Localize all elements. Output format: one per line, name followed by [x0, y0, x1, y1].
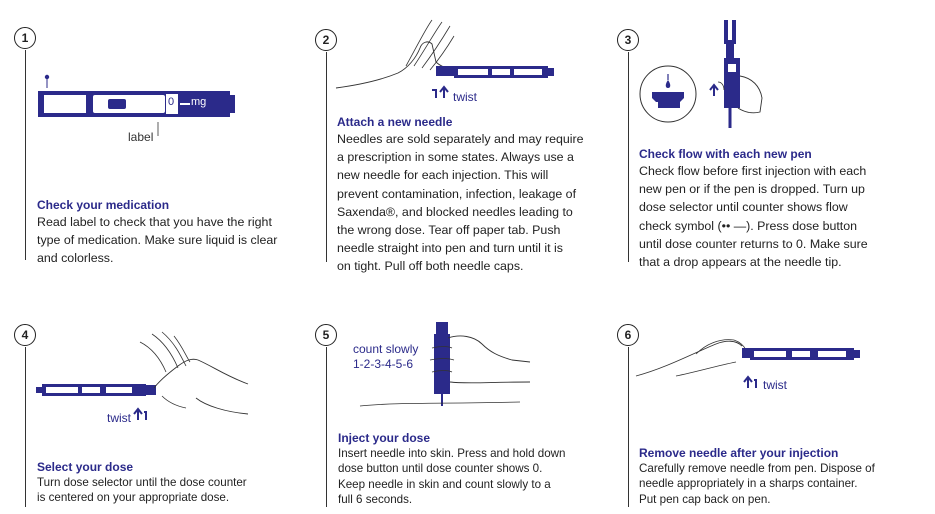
label-callout: label — [128, 130, 154, 144]
step-3-line: Check flow before first injection with each — [639, 164, 867, 178]
step-2-divider — [326, 52, 327, 262]
step-4-divider — [25, 347, 26, 507]
step-number-1: 1 — [14, 27, 36, 49]
step-6-title: Remove needle after your injection — [639, 446, 839, 460]
step-2-body — [337, 130, 584, 276]
count-slowly-label: count slowly — [353, 342, 419, 356]
step-number-2: 2 — [315, 29, 337, 51]
step-1-pen-illustration — [38, 70, 268, 130]
step-1-line: and colorless. — [37, 251, 114, 266]
step-3-line: new pen or if the pen is dropped. Turn up — [639, 182, 865, 197]
step-5-title: Inject your dose — [338, 431, 431, 445]
step-number-6: 6 — [617, 324, 639, 346]
step-1-line: Read label to check that you have the right — [37, 215, 272, 229]
step-number-5: 5 — [315, 324, 337, 346]
step-2-line: on tight. Pull off both needle caps. — [337, 259, 524, 274]
step-5-line: Insert needle into skin. Press and hold down — [338, 447, 566, 460]
step-3-line: dose selector until counter shows flow — [639, 200, 848, 215]
step-6-body — [639, 461, 875, 507]
step-5-line: dose button until dose counter shows 0. — [338, 462, 543, 476]
step-6-line: Put pen cap back on pen. — [639, 492, 771, 506]
step-2-line: prevent contamination, infection, leakage of — [337, 186, 577, 201]
step-2-line: a prescription in some states. Always use a — [337, 150, 574, 165]
step-4-body — [37, 475, 247, 506]
step-1-title: Check your medication — [37, 198, 170, 212]
step-5-line: Keep needle in skin and count slowly to a — [338, 477, 551, 491]
step-3-body — [639, 162, 868, 271]
step-5-line: full 6 seconds. — [338, 493, 413, 507]
step-3-title: Check flow with each new pen — [639, 147, 812, 161]
dose-unit-label: mg — [191, 96, 207, 108]
step-4-line: Turn dose selector until the dose counter — [37, 476, 247, 489]
twist-label: twist — [453, 90, 477, 104]
step-4-hand-pen-illustration — [36, 328, 256, 418]
twist-label: twist — [763, 378, 787, 392]
step-6-hand-pen-illustration — [636, 316, 866, 396]
step-6-line: needle appropriately in a sharps container. — [639, 477, 858, 491]
step-2-hand-pen-illustration — [336, 18, 576, 98]
step-2-title: Attach a new needle — [337, 115, 453, 129]
step-3-flow-check-illustration — [640, 20, 800, 130]
step-3-line: that a drop appears at the needle tip. — [639, 255, 842, 270]
step-4-title: Select your dose — [37, 460, 134, 474]
step-6-divider — [628, 347, 629, 507]
step-2-line: Saxenda®, and blocked needles leading to — [337, 204, 573, 219]
step-3-divider — [628, 52, 629, 262]
step-1-body — [37, 213, 277, 268]
twist-label: twist — [107, 411, 131, 425]
step-5-body — [338, 446, 566, 508]
step-2-line: the wrong dose. Tear off paper tab. Push — [337, 223, 561, 238]
step-3-line: check symbol (•• —). Press dose button — [639, 218, 858, 233]
step-1-divider — [25, 50, 26, 260]
count-numbers-label: 1-2-3-4-5-6 — [353, 357, 414, 371]
step-5-injection-illustration — [340, 318, 540, 408]
step-3-line: until dose counter returns to 0. Make sure — [639, 236, 868, 251]
step-1-line: type of medication. Make sure liquid is clear — [37, 233, 278, 248]
step-number-3: 3 — [617, 29, 639, 51]
step-number-4: 4 — [14, 324, 36, 346]
step-2-line: new needle for each injection. This will — [337, 168, 549, 183]
step-2-line: needle straight into pen and turn until it is — [337, 241, 563, 256]
step-5-divider — [326, 347, 327, 507]
step-4-line: is centered on your appropriate dose. — [37, 491, 230, 505]
step-2-line: Needles are sold separately and may require — [337, 132, 584, 146]
step-6-line: Carefully remove needle from pen. Dispose of — [639, 462, 875, 475]
dose-value-label: 0 — [168, 96, 175, 108]
